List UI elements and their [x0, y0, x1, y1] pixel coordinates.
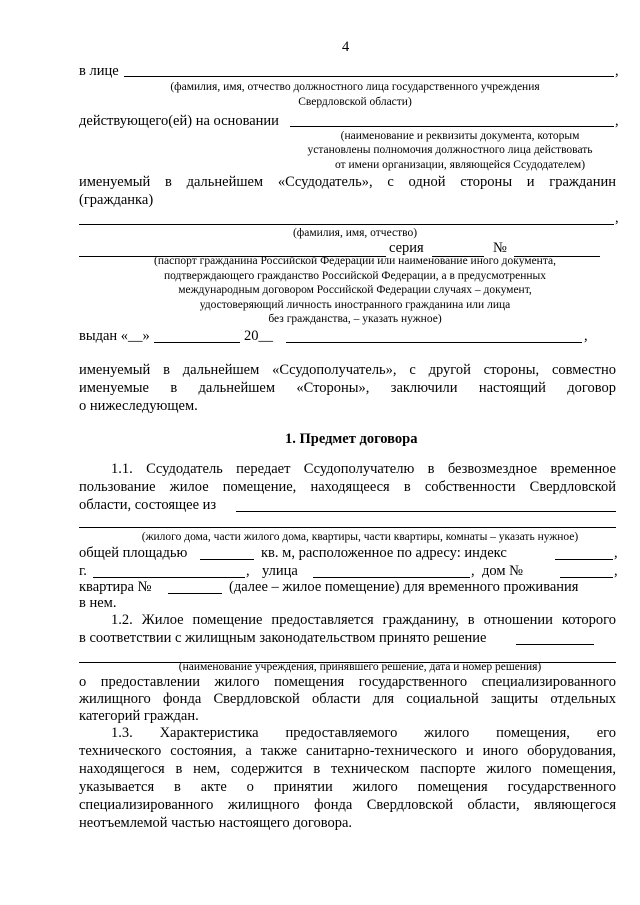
passport-hint-4: удостоверяющий личность иностранного гражданина или лица [199, 299, 511, 311]
composition-blank-2 [79, 516, 616, 528]
dwelling-hint: (жилого дома, части жилого дома, квартиры, части квартиры, комнаты – указать нужное) [141, 531, 579, 543]
vydan-label: выдан «__» [79, 328, 150, 344]
borrower-text-2: именуемые в дальнейшем «Стороны», заключили настоящий договор [79, 380, 616, 396]
house-blank [560, 566, 613, 578]
year-label: 20__ [244, 328, 273, 344]
apt-blank [168, 582, 222, 594]
apt-label: квартира № [79, 579, 152, 595]
passport-hint-3: международным договором Российской Федерации случаях – документ, [178, 284, 532, 296]
doc-hint-3: от имени организации, являющейся Ссудодателем) [334, 159, 586, 171]
city-blank [93, 566, 245, 578]
p11-line-2: пользование жилое помещение, находящееся в собственности Свердловской [79, 479, 616, 495]
decision-hint: (наименование учреждения, принявшего решение, дата и номер решения) [178, 661, 542, 673]
official-hint-1: (фамилия, имя, отчество должностного лица государственного учреждения [170, 81, 540, 93]
p12-line-3: о предоставлении жилого помещения государственного специализированного [79, 674, 616, 690]
passport-hint-2: подтверждающего гражданство Российской Федерации, а в предусмотренных [163, 270, 547, 282]
seria-label: серия [389, 240, 424, 256]
p11-line-1: 1.1. Ссудодатель передает Ссудополучателю в безвозмездное временное [111, 461, 616, 477]
apt-tail: (далее – жилое помещение) для временного проживания [229, 579, 579, 595]
composition-blank-1 [236, 500, 616, 512]
lender-text-1: именуемый в дальнейшем «Ссудодатель», с одной стороны и гражданин [79, 174, 616, 190]
nomer-label: № [493, 240, 507, 256]
p12-line-5: категорий граждан. [79, 708, 199, 724]
borrower-text-3: о нижеследующем. [79, 398, 198, 414]
passport-hint-5: без гражданства, – указать нужное) [268, 313, 442, 325]
house-label: дом № [482, 563, 523, 579]
p13-line-5: специализированного жилищного фонда Свердловской области, являющегося [79, 797, 616, 813]
p13-line-3: находящегося в нем, содержится в техническом паспорте жилого помещения, [79, 761, 616, 777]
official-hint-2: Свердловской области) [298, 96, 412, 108]
in-it: в нем. [79, 595, 117, 611]
p12-line-4: жилищного фонда Свердловской области для социальной защиты отдельных [79, 691, 616, 707]
borrower-text-1: именуемый в дальнейшем «Ссудополучатель», с другой стороны, совместно [79, 362, 616, 378]
street-blank [313, 566, 470, 578]
basis-document-blank [290, 115, 614, 127]
citizen-name-blank [79, 213, 614, 225]
p13-line-2: технического состояния, а также санитарно-технического и иного оборудования, [79, 743, 616, 759]
area-label: общей площадью [79, 545, 188, 561]
fio-hint: (фамилия, имя, отчество) [292, 227, 418, 239]
section-title: 1. Предмет договора [285, 431, 418, 447]
v-litse-label: в лице [79, 63, 119, 79]
street-label: улица [262, 563, 298, 579]
decision-blank-1 [516, 633, 594, 645]
official-name-blank [124, 65, 614, 77]
passport-hint-1: (паспорт гражданина Российской Федерации или наименование иного документа, [154, 255, 556, 267]
p13-line-4: указывается в акте о принятии жилого помещения государственного [79, 779, 616, 795]
acting-basis-label: действующего(ей) на основании [79, 113, 279, 129]
area-blank [200, 548, 254, 560]
issuer-blank [286, 331, 582, 343]
document-page: 4 в лице , (фамилия, имя, отчество должностного лица государственного учреждения Свердловской области) действующего(ей) на основании , (наименование и реквизиты документа, которым установлены полномочия должностного лица действовать от имени организации, являющейся Ссудодателем) именуемый в дальнейшем «Ссудодатель», с одной стороны и гражданин (гражданка) , (фамилия, имя, отчество) серия № (паспорт гражданина Российской Федерации или наименование иного документа, подтверждающего гражданство Российской Федерации, а в предусмотренных международным договором Российской Федерации случаях – документ, удостоверяющий личность иностранного гражданина или лица без гражданства, – указать нужное) выдан «__» 20__ , именуемый в дальнейшем «Ссудополучатель», с другой стороны, совместно именуемые в дальнейшем «Стороны», заключили настоящий договор о нижеследующем. 1. Предмет договора 1.1. Ссудодатель передает Ссудополучателю в безвозмездное временное пользование жилое помещение, находящееся в собственности Свердловской области, состоящее из (жилого дома, части жилого дома, квартиры, части квартиры, комнаты – указать нужное) общей площадью кв. м, расположенное по адресу: индекс , г. , улица , дом № , квартира № (далее – жилое помещение) для временного проживания в нем. 1.2. Жилое помещение предоставляется гражданину, в отношении которого в соответствии с жилищным законодательством принято решение (наименование учреждения, принявшего решение, дата и номер решения) о предоставлении жилого помещения государственного специализированного жилищного фонда Свердловской области для социальной защиты отдельных категорий граждан. 1.3. Характеристика предоставляемого жилого помещения, его технического состояния, а также санитарно-технического и иного оборудования, находящегося в нем, содержится в техническом паспорте жилого помещения, указывается в акте о принятии жилого помещения государственного специализированного жилищного фонда Свердловской области, являющегося неотъемлемой частью настоящего договора. [0, 0, 640, 905]
lender-text-2: (гражданка) [79, 192, 154, 208]
doc-hint-1: (наименование и реквизиты документа, которым [340, 130, 580, 142]
p11-line-3: области, состоящее из [79, 497, 217, 513]
page-number: 4 [342, 39, 350, 55]
p13-line-1: 1.3. Характеристика предоставляемого жилого помещения, его [111, 725, 616, 741]
issue-month-blank [154, 331, 240, 343]
index-blank [555, 548, 613, 560]
p12-line-1: 1.2. Жилое помещение предоставляется гражданину, в отношении которого [111, 612, 616, 628]
p12-line-2: в соответствии с жилищным законодательством принято решение [79, 630, 487, 646]
p13-line-6: неотъемлемой частью настоящего договора. [79, 815, 353, 831]
city-label: г. [79, 563, 87, 579]
doc-hint-2: установлены полномочия должностного лица действовать [307, 144, 593, 156]
address-index-label: кв. м, расположенное по адресу: индекс [261, 545, 507, 561]
